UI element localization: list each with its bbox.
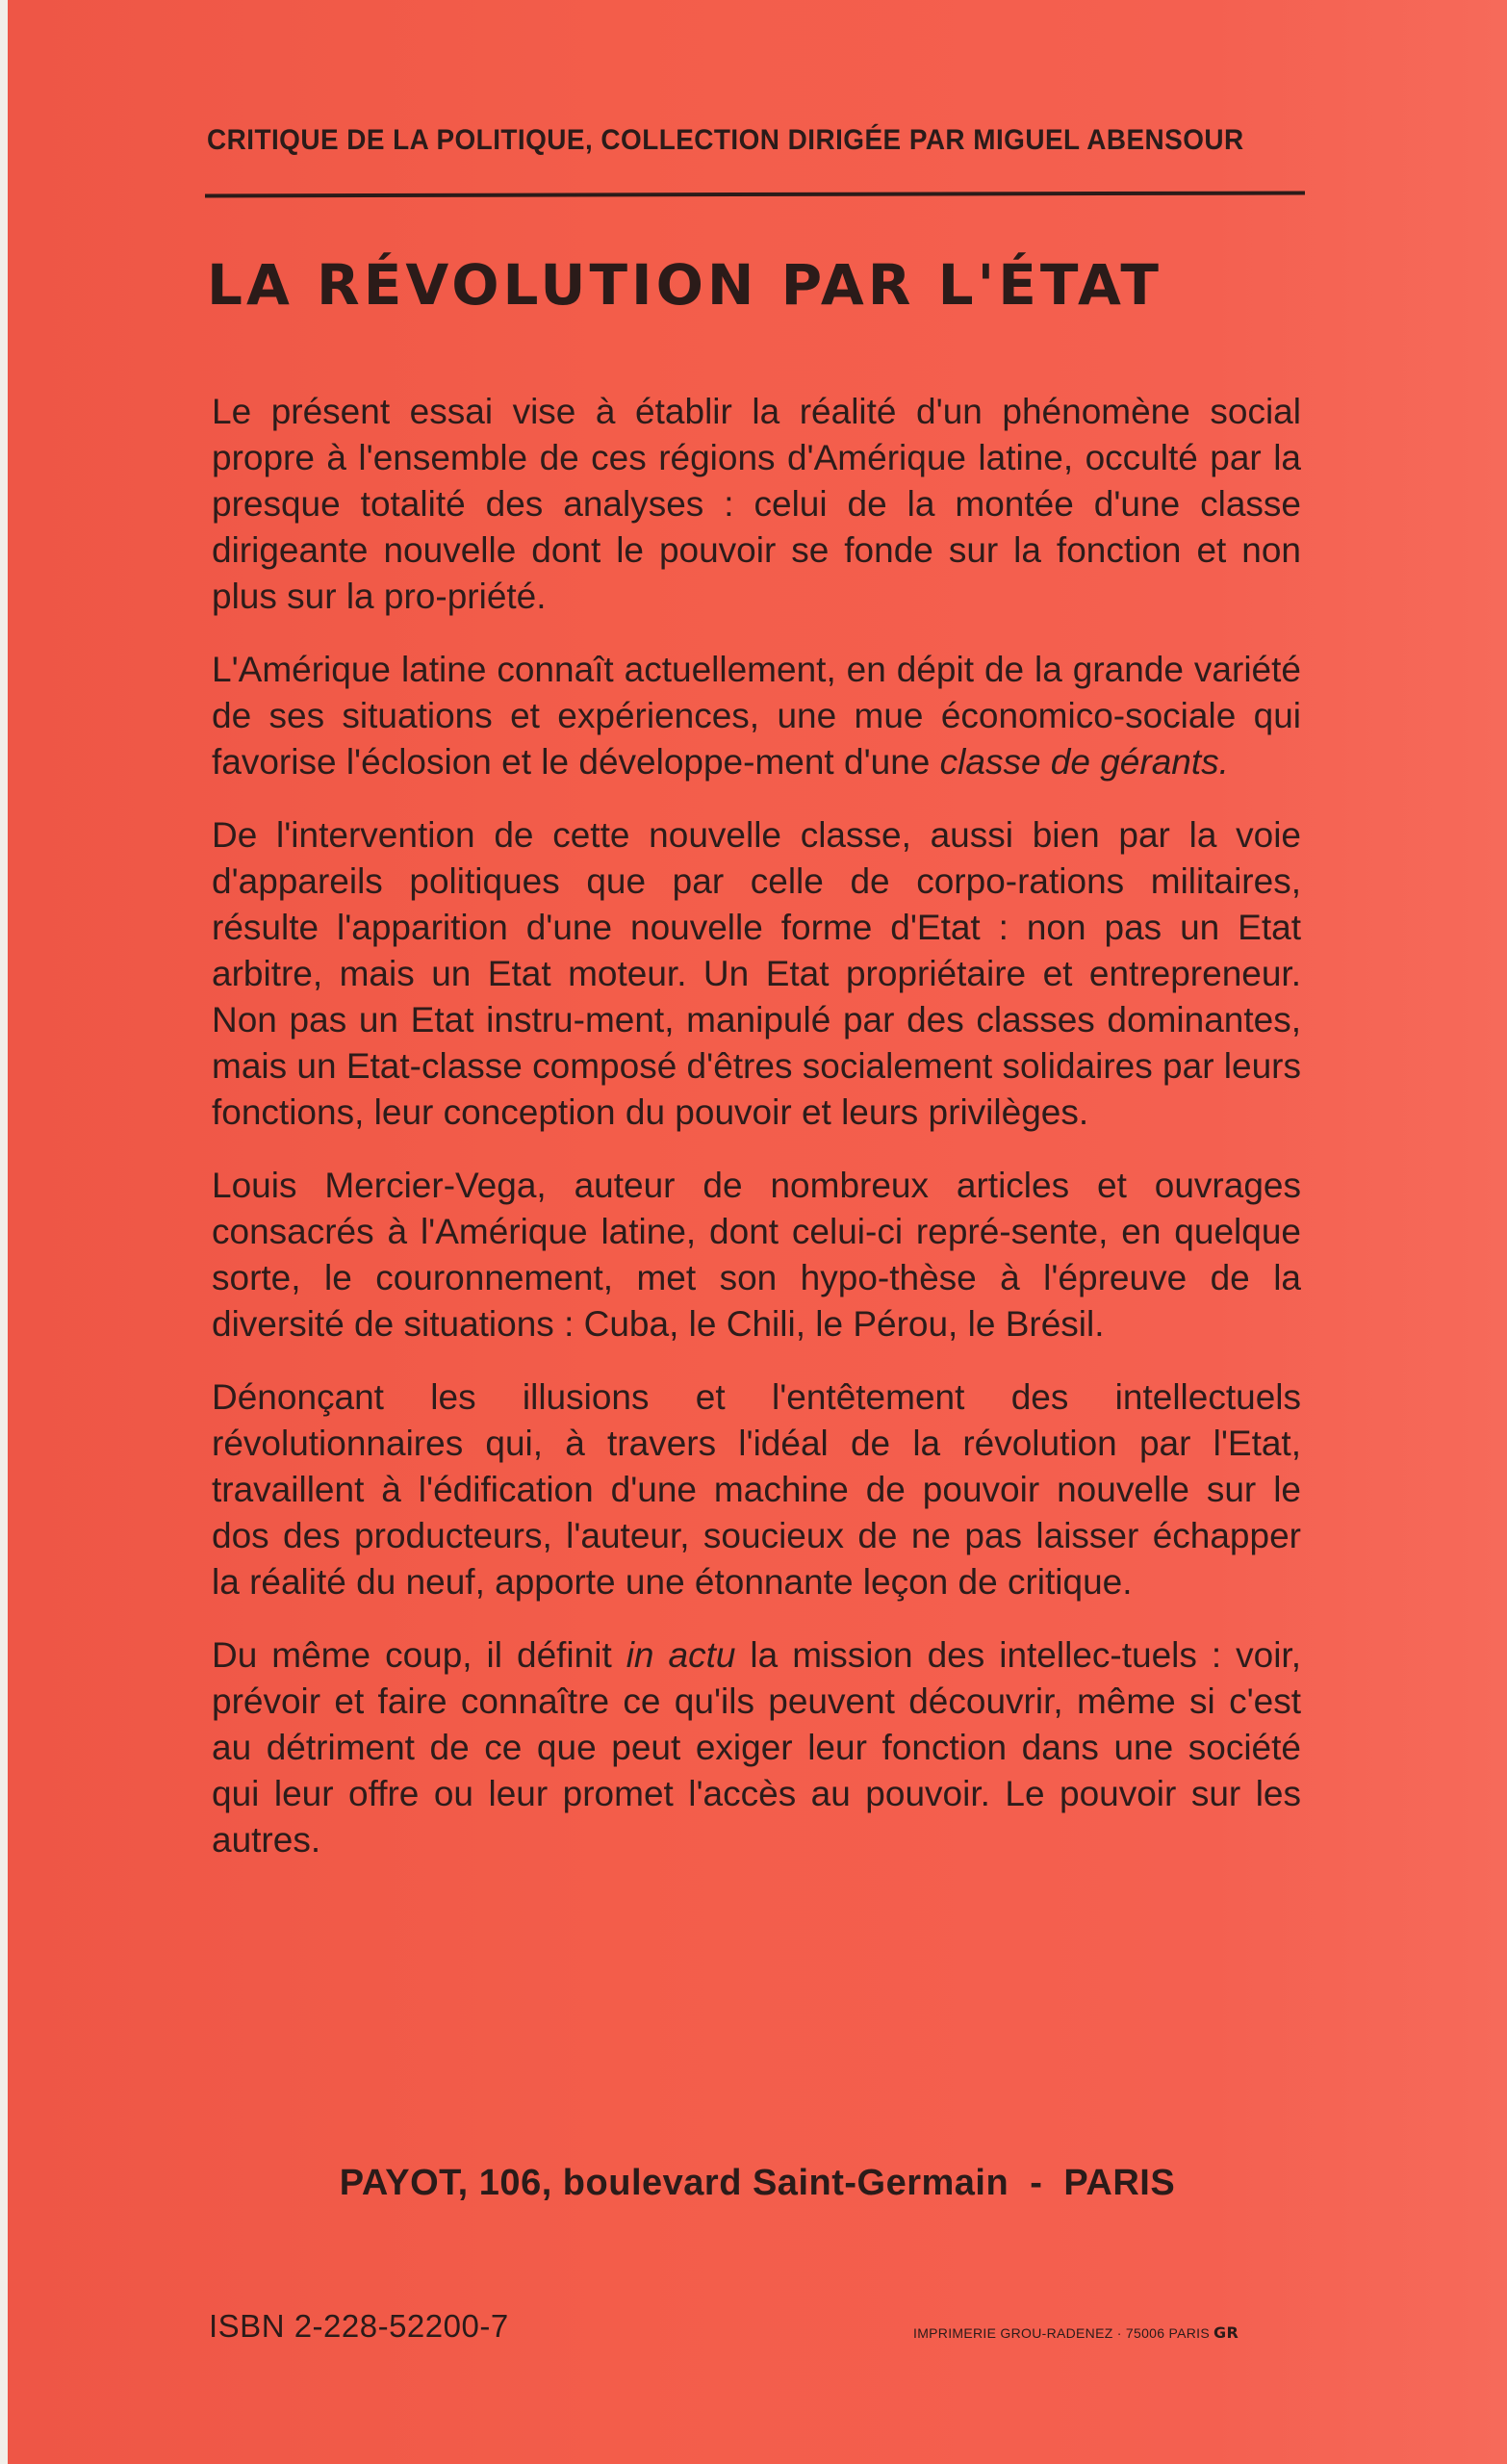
book-title: LA RÉVOLUTION PAR L'ÉTAT [207, 252, 1162, 318]
header-rule [205, 192, 1305, 198]
blurb-paragraph-6-tail: la mission des intellec-tuels : voir, prévoir et faire connaître ce qu'ils peuvent découvrir, même si c'est au détriment de ce que peut exiger leur fonction dans une société qui leur offre ou leur promet l'accès au pouvoir. Le pouvoir sur les autres. [212, 1635, 1301, 1860]
blurb-paragraph-2 [212, 647, 1301, 785]
printer-logo: GR [1213, 2323, 1239, 2342]
blurb-text [212, 389, 1301, 1890]
blurb-paragraph-2-italic: classe de gérants. [939, 742, 1229, 782]
blurb-paragraph-1: Le présent essai vise à établir la réalité d'un phénomène social propre à l'ensemble de ces régions d'Amérique latine, occulté par la presque totalité des analyses : celui de la montée d'une classe dirigeante nouvelle dont le pouvoir se fonde sur la fonction et non plus sur la pro-priété. [212, 392, 1301, 616]
blurb-paragraph-2-text: L'Amérique latine connaît actuellement, en dépit de la grande variété de ses situations et expériences, une mue économico-sociale qui favorise l'éclosion et le développe-ment d'une [212, 650, 1301, 782]
publisher-separator: - [1030, 2163, 1043, 2203]
series-line: CRITIQUE DE LA POLITIQUE, COLLECTION DIRIGÉE PAR MIGUEL ABENSOUR [207, 124, 1244, 156]
book-back-cover [8, 0, 1507, 2464]
blurb-paragraph-4: Louis Mercier-Vega, auteur de nombreux articles et ouvrages consacrés à l'Amérique latine, dont celui-ci repré-sente, en quelque sorte, le couronnement, met son hypo-thèse à l'épreuve de la diversité de situations : Cuba, le Chili, le Pérou, le Brésil. [212, 1166, 1301, 1344]
isbn: ISBN 2-228-52200-7 [209, 2308, 509, 2344]
blurb-paragraph-6 [212, 1632, 1301, 1863]
publisher-line [8, 2163, 1507, 2204]
printer-text: IMPRIMERIE GROU-RADENEZ · 75006 PARIS [913, 2325, 1211, 2341]
printer-credit [913, 2323, 1239, 2342]
blurb-paragraph-6-italic: in actu [626, 1635, 736, 1675]
blurb-paragraph-5: Dénonçant les illusions et l'entêtement des intellectuels révolutionnaires qui, à travers l'idéal de la révolution par l'Etat, travaillent à l'édification d'une machine de pouvoir nouvelle sur le dos des producteurs, l'auteur, soucieux de ne pas laisser échapper la réalité du neuf, apporte une étonnante leçon de critique. [212, 1377, 1301, 1602]
blurb-paragraph-6-text: Du même coup, il définit [212, 1635, 626, 1675]
publisher-address: PAYOT, 106, boulevard Saint-Germain [339, 2163, 1009, 2203]
publisher-city: PARIS [1063, 2163, 1176, 2203]
blurb-paragraph-3: De l'intervention de cette nouvelle classe, aussi bien par la voie d'appareils politiques que par celle de corpo-rations militaires, résulte l'apparition d'une nouvelle forme d'Etat : non pas un Etat arbitre, mais un Etat moteur. Un Etat propriétaire et entrepreneur. Non pas un Etat instru-ment, manipulé par des classes dominantes, mais un Etat-classe composé d'êtres socialement solidaires par leurs fonctions, leur conception du pouvoir et leurs privilèges. [212, 815, 1301, 1132]
